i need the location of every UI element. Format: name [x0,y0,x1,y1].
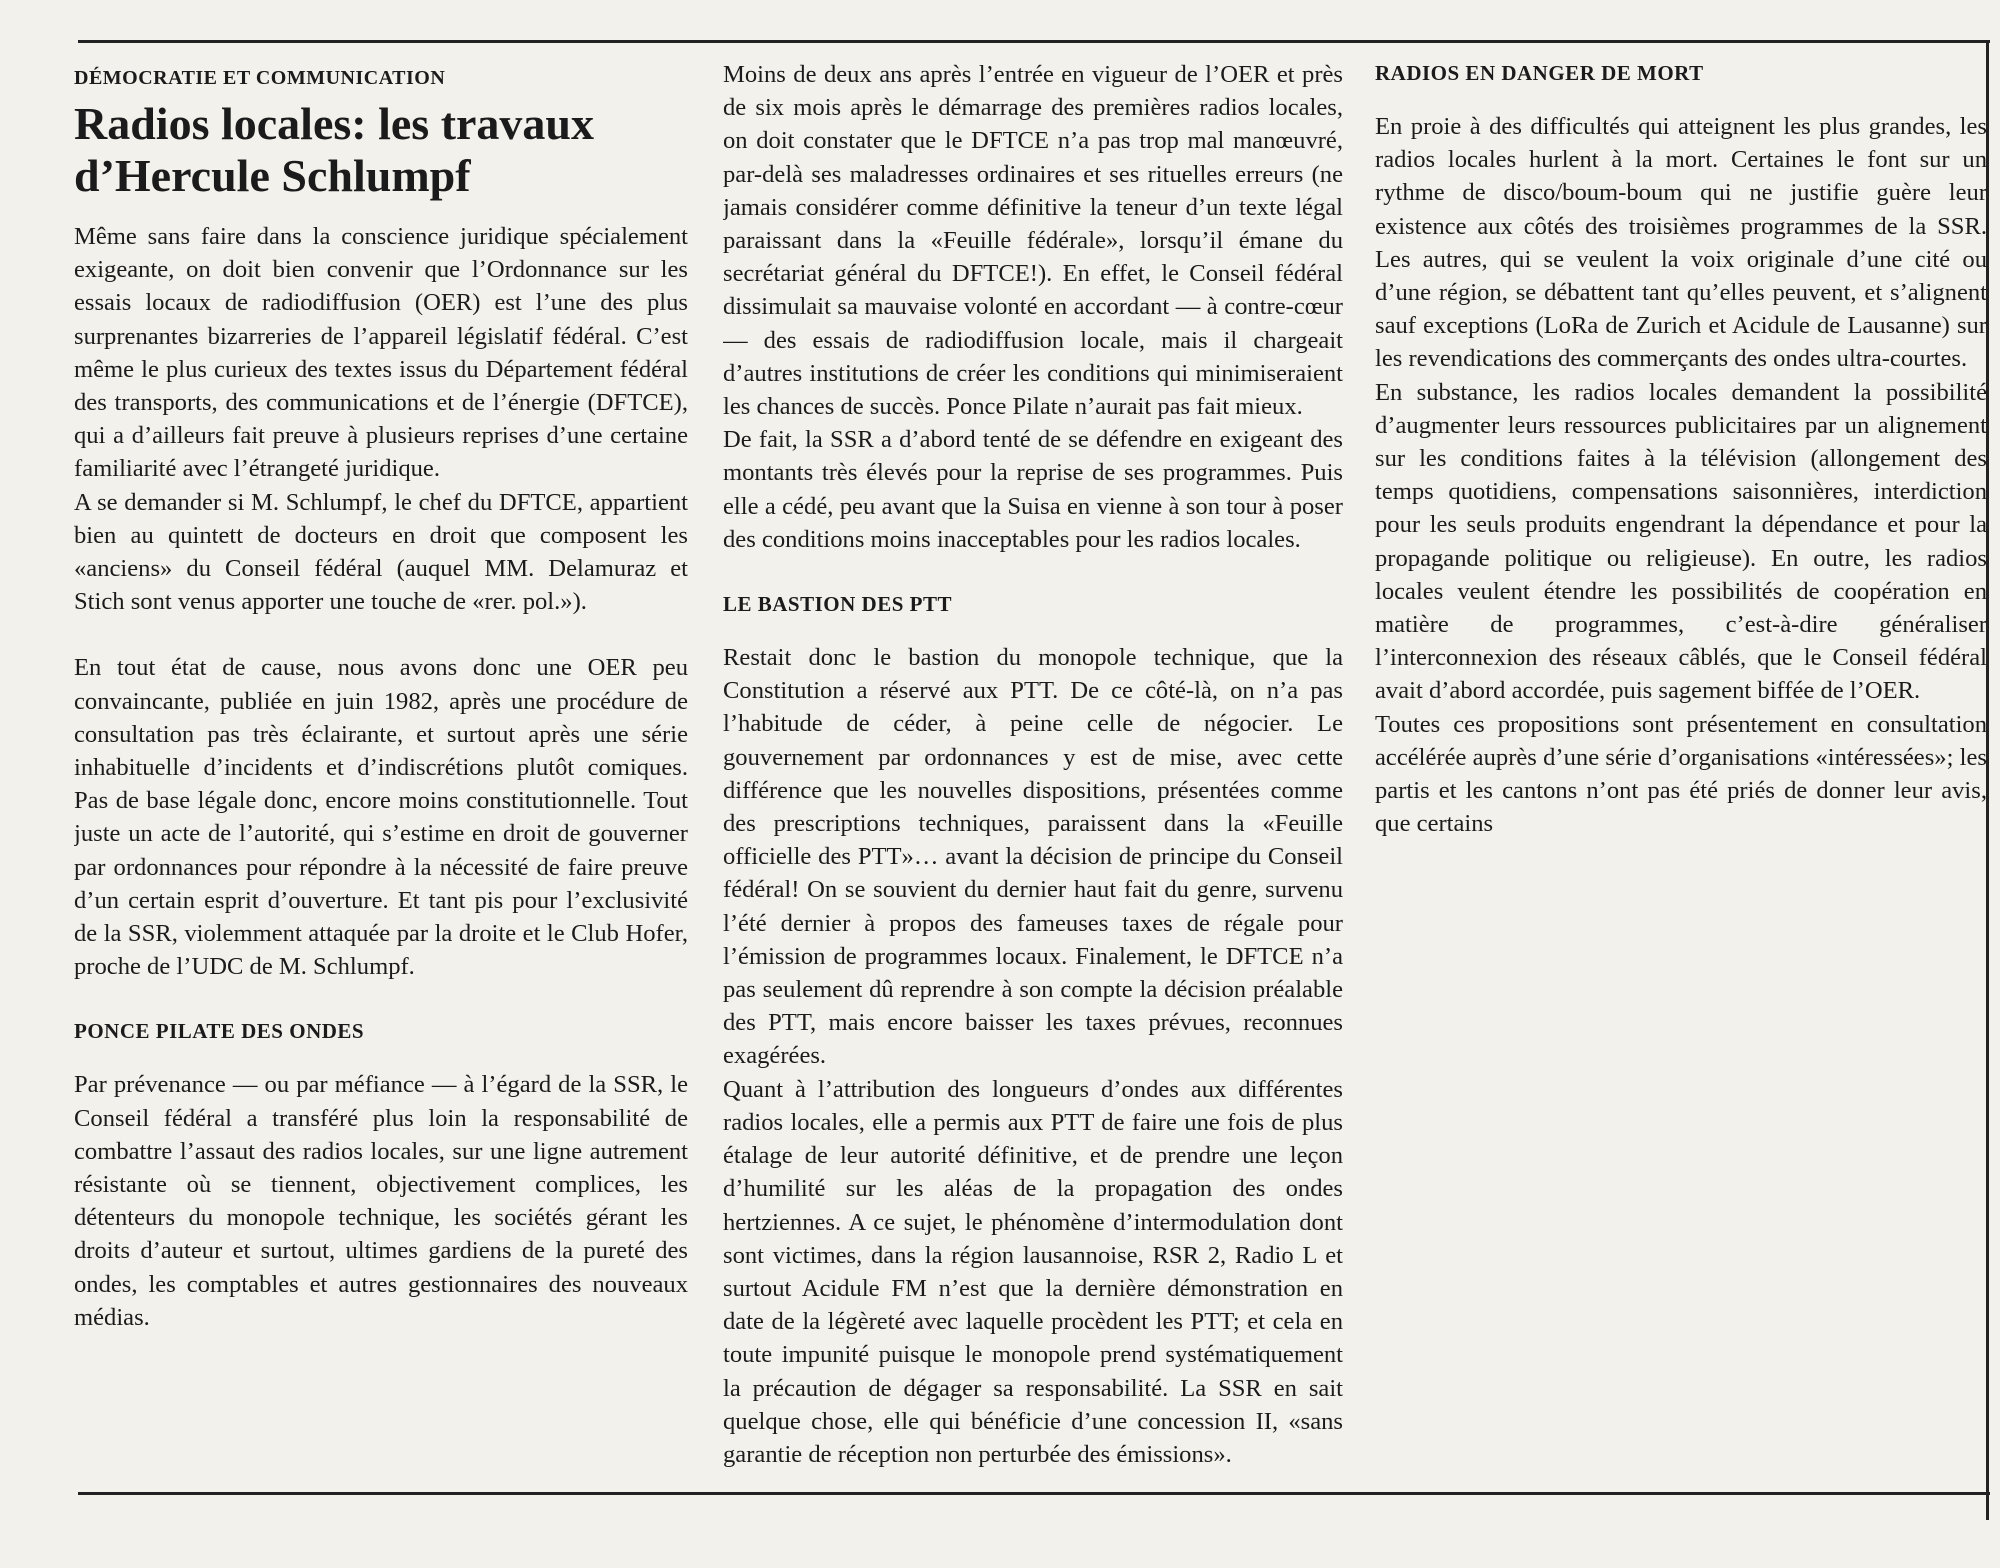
bottom-rule [78,1492,1990,1495]
top-rule [78,40,1990,43]
paragraph-9: En proie à des difficultés qui atteignent les plus grandes, les radios locales hurlent à la mort. Certaines le font sur un rythme de disco/boum-boum qui ne justifie guère leur existence aux côtés des troisièmes programmes de la SSR. Les autres, qui se veulent la voix originale d’une cité ou d’une région, se débattent tant qu’elles peuvent, et s’alignent sauf exceptions (LoRa de Zurich et Acidule de Lausanne) sur les revendications des commerçants des ondes ultra-courtes. [1375,113,1987,373]
article-title [74,98,688,202]
subheading-ponce-pilate: PONCE PILATE DES ONDES [74,1019,365,1044]
paragraph-2: A se demander si M. Schlumpf, le chef du DFTCE, appartient bien au quintett de docteurs en droit que composent les «anciens» du Conseil fédéral (auquel MM. Delamuraz et Stich sont venus apporter une touche de «rer. pol.»). [74,488,688,616]
paragraph-1: Même sans faire dans la conscience juridique spécialement exigeante, on doit bien convenir que l’Ordonnance sur les essais locaux de radiodiffusion (OER) est l’une des plus surprenantes bizarreries de l’appareil législatif fédéral. C’est même le plus curieux des textes issus du Département fédéral des transports, des communications et de l’énergie (DFTCE), qui a d’ailleurs fait preuve à plusieurs reprises d’une certaine familiarité avec l’étrangeté juridique. [74,223,688,483]
article-title-line-1: Radios locales: les travaux [74,98,595,149]
column-1 [74,58,688,1483]
article-kicker: DÉMOCRATIE ET COMMUNICATION [74,67,446,89]
paragraph-8: Quant à l’attribution des longueurs d’ondes aux différentes radios locales, elle a permis aux PTT de faire une fois de plus étalage de leur autorité définitive, et de prendre une leçon d’humilité sur les aléas de la propagation des ondes hertziennes. A ce sujet, le phénomène d’intermodulation dont sont victimes, dans la région lausannoise, RSR 2, Radio L et surtout Acidule FM n’est que la dernière démonstration en date de la légèreté avec laquelle procèdent les PTT; et cela en toute impunité puisque le monopole prend systématiquement la précaution de dégager sa responsabilité. La SSR en sait quelque chose, elle qui bénéficie d’une concession II, «sans garantie de réception non perturbée des émissions». [723,1075,1343,1468]
paragraph-10: En substance, les radios locales demandent la possibilité d’augmenter leurs ressources publicitaires par un alignement sur les conditions faites à la télévision (allongement des temps quotidiens, compensations saisonnières, interdiction pour les seuls produits engendrant la dépendance et pour la propagande politique ou religieuse). En outre, les radios locales veulent étendre les possibilités de coopération en matière de programmes, c’est-à-dire généraliser l’interconnexion des réseaux câblés, que le Conseil fédéral avait d’abord accordée, puis sagement biffée de l’OER. [1375,378,1987,705]
paragraph-3: En tout état de cause, nous avons donc une OER peu convaincante, publiée en juin 1982, après une procédure de consultation pas très éclairante, et surtout après une série inhabituelle d’incidents et d’indiscrétions plutôt comiques. Pas de base légale donc, encore moins constitutionnelle. Tout juste un acte de l’autorité, qui s’estime en droit de gouverner par ordonnances pour répondre à la nécessité de faire preuve d’un certain esprit d’ouverture. Et tant pis pour l’exclusivité de la SSR, violemment attaquée par la droite et le Club Hofer, proche de l’UDC de M. Schlumpf. [74,654,688,981]
paragraph-5: Moins de deux ans après l’entrée en vigueur de l’OER et près de six mois après le démarrage des premières radios locales, on doit constater que le DFTCE n’a pas trop mal manœuvré, par-delà ses maladresses ordinaires et ses rituelles erreurs (ne jamais considérer comme définitive la teneur d’un texte légal paraissant dans la «Feuille fédérale», lorsqu’il émane du secrétariat général du DFTCE!). En effet, le Conseil fédéral dissimulait sa mauvaise volonté en accordant — à contre-cœur — des essais de radiodiffusion locale, mais il chargeait d’autres institutions de créer les conditions qui minimiseraient les chances de succès. Ponce Pilate n’aurait pas fait mieux. [723,61,1343,421]
paragraph-6: De fait, la SSR a d’abord tenté de se défendre en exigeant des montants très élevés pour la reprise de ses programmes. Puis elle a cédé, peu avant que la Suisa en vienne à son tour à poser des conditions moins inacceptables pour les radios locales. [723,426,1343,553]
paragraph-4: Par prévenance — ou par méfiance — à l’égard de la SSR, le Conseil fédéral a transféré plus loin la responsabilité de combattre l’assaut des radios locales, sur une ligne autrement résistante où se tiennent, objectivement complices, les détenteurs du monopole technique, les sociétés gérant les droits d’auteur et surtout, ultimes gardiens de la pureté des ondes, les comptables et autres gestionnaires des nouveaux médias. [74,1071,688,1331]
paragraph-11: Toutes ces propositions sont présentement en consultation accélérée auprès d’une série d’organisations «intéressées»; les partis et les cantons n’ont pas été priés de donner leur avis, que certains [1375,710,1987,838]
column-2 [723,58,1343,1483]
subheading-bastion-ptt: LE BASTION DES PTT [723,592,952,617]
article-title-line-2: d’Hercule Schlumpf [74,150,471,201]
column-3 [1375,58,1987,1483]
paragraph-7: Restait donc le bastion du monopole technique, que la Constitution a réservé aux PTT. De ce côté-là, on n’a pas l’habitude de céder, à peine celle de négocier. Le gouvernement par ordonnances y est de mise, avec cette différence que les nouvelles dispositions, présentées comme des prescriptions techniques, paraissent dans la «Feuille officielle des PTT»… avant la décision de principe du Conseil fédéral! On se souvient du dernier haut fait du genre, survenu l’été dernier à propos des fameuses taxes de régale pour l’émission de programmes locaux. Finalement, le DFTCE n’a pas seulement dû reprendre à son compte la décision préalable des PTT, mais encore baisser les taxes prévues, reconnues exagérées. [723,644,1343,1070]
subheading-radios-danger: RADIOS EN DANGER DE MORT [1375,61,1704,85]
